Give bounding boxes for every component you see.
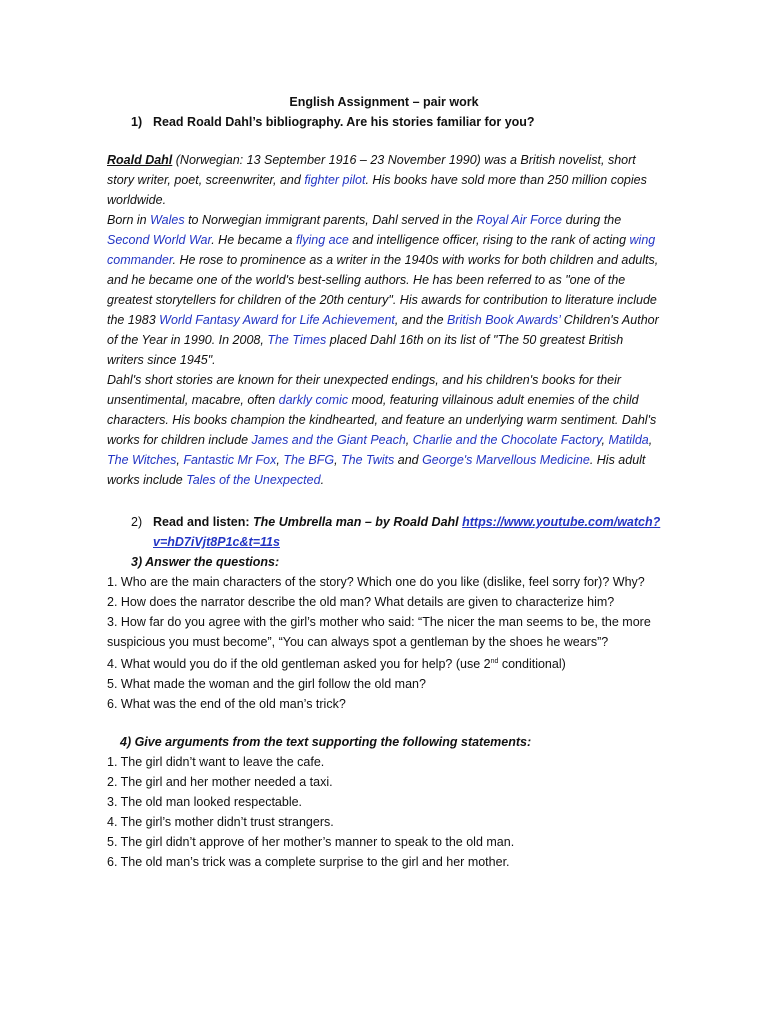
section-2-line [131, 512, 671, 532]
section-3-heading: 3) Answer the questions: [131, 555, 280, 569]
link-charlie-chocolate-factory[interactable]: Charlie and the Chocolate Factory [412, 433, 602, 447]
bio-text: , [176, 453, 184, 467]
link-second-world-war[interactable]: Second World War [107, 233, 212, 247]
list-item [107, 652, 667, 674]
bio-text: Children's Author of the Year in 1990. In 2008, [107, 313, 659, 347]
bio-text: , [601, 433, 609, 447]
bio-paragraph-2 [107, 210, 662, 370]
bio-text: placed Dahl 16th on its list of "The 50 greatest British writers since 1945". [107, 333, 624, 367]
bio-text: to Norwegian immigrant parents, Dahl served in the [184, 213, 477, 227]
list-item: 6. The old man’s trick was a complete surprise to the girl and her mother. [107, 855, 510, 869]
bio-text: mood, featuring villainous adult enemies of the child characters. His books champion the kindhearted, and feature an underlying warm sentiment. Dahl's works for children include [107, 393, 657, 447]
statements-list [107, 752, 667, 872]
link-world-fantasy-award[interactable]: World Fantasy Award for Life Achievement [159, 313, 395, 327]
link-royal-air-force[interactable]: Royal Air Force [476, 213, 563, 227]
bio-text: and [394, 453, 423, 467]
biography [107, 150, 662, 490]
link-the-times[interactable]: The Times [267, 333, 327, 347]
section-2-number: 2) [131, 515, 143, 529]
list-item: 1. Who are the main characters of the story? Which one do you like (dislike, feel sorry for)? Why? [107, 575, 645, 589]
list-item-text-tail: conditional) [498, 657, 566, 672]
link-flying-ace[interactable]: flying ace [295, 233, 349, 247]
link-the-bfg[interactable]: The BFG [283, 453, 335, 467]
list-item: 3. How far do you agree with the girl’s mother who said: “The nicer the man seems to be, the more suspicious you must become”, “You can always spot a gentleman by the shoes he wears”? [107, 615, 651, 649]
bio-text: , [334, 453, 342, 467]
page-title: English Assignment – pair work [289, 95, 479, 109]
bio-text: . [320, 473, 325, 487]
questions-list [107, 572, 667, 714]
bio-text: (Norwegian: 13 September 1916 – 23 November 1990) was a British novelist, short story writer, poet, screenwriter, and [107, 153, 636, 187]
question-1 [131, 114, 535, 130]
list-item: 4. The girl’s mother didn’t trust strangers. [107, 815, 334, 829]
question-1-number: 1) [131, 115, 143, 129]
list-item: 2. The girl and her mother needed a taxi. [107, 775, 333, 789]
bio-text: , [276, 453, 284, 467]
section-2-label: Read and listen: [153, 515, 254, 529]
bio-paragraph-3 [107, 370, 662, 490]
link-matilda[interactable]: Matilda [608, 433, 649, 447]
youtube-link-continued[interactable]: v=hD7iVjt8P1c&t=11s [153, 535, 280, 549]
link-fighter-pilot[interactable]: fighter pilot [304, 173, 366, 187]
link-james-giant-peach[interactable]: James and the Giant Peach [251, 433, 406, 447]
story-title: The Umbrella man – by Roald Dahl [253, 515, 463, 529]
list-item: 1. The girl didn’t want to leave the cafe. [107, 755, 325, 769]
list-item: 5. What made the woman and the girl follow the old man? [107, 677, 426, 692]
bio-text: . His books have sold more than 250 million copies worldwide. [107, 173, 647, 207]
bio-text: . His adult works include [107, 453, 646, 487]
link-tales-of-the-unexpected[interactable]: Tales of the Unexpected [186, 473, 321, 487]
bio-text: Born in [107, 213, 151, 227]
list-item-text: 4. What would you do if the old gentleman asked you for help? (use 2 [107, 657, 491, 672]
bio-name: Roald Dahl [107, 153, 173, 167]
bio-text: . He became a [211, 233, 296, 247]
section-2-url-line [131, 532, 671, 552]
bio-text: . He rose to prominence as a writer in the 1940s with works for both children and adults, and he became one of the world's best-selling authors. He has been referred to as "one of the greatest storytellers for children of the 20th century". His awards for contribution to literature include the 1983 [107, 253, 659, 327]
list-item: 2. How does the narrator describe the old man? What details are given to characterize him? [107, 595, 615, 609]
bio-text: , [405, 433, 413, 447]
link-darkly-comic[interactable]: darkly comic [278, 393, 349, 407]
link-georges-marvellous-medicine[interactable]: George's Marvellous Medicine [422, 453, 590, 467]
link-fantastic-mr-fox[interactable]: Fantastic Mr Fox [183, 453, 277, 467]
list-item: 6. What was the end of the old man’s trick? [107, 697, 346, 712]
bio-text: and intelligence officer, rising to the rank of acting [348, 233, 630, 247]
youtube-link[interactable]: https://www.youtube.com/watch? [462, 515, 661, 529]
bio-paragraph-1 [107, 150, 662, 210]
superscript-nd: nd [490, 658, 499, 665]
bio-text: Dahl's short stories are known for their unexpected endings, and his children's books for their unsentimental, macabre, often [107, 373, 622, 407]
list-item: 5. The girl didn’t approve of her mother’s manner to speak to the old man. [107, 835, 515, 849]
bio-text: , and the [394, 313, 448, 327]
link-wing-commander[interactable]: wing commander [107, 233, 656, 267]
section-4-heading: 4) Give arguments from the text supporting the following statements: [120, 735, 532, 749]
link-british-book-awards[interactable]: British Book Awards’ [447, 313, 561, 327]
link-the-witches[interactable]: The Witches [107, 453, 177, 467]
question-1-text: Read Roald Dahl’s bibliography. Are his stories familiar for you? [153, 115, 535, 129]
bio-text: , [648, 433, 653, 447]
bio-text: during the [562, 213, 622, 227]
list-item: 3. The old man looked respectable. [107, 795, 303, 809]
link-the-twits[interactable]: The Twits [341, 453, 395, 467]
section-2 [131, 512, 671, 552]
link-wales[interactable]: Wales [150, 213, 185, 227]
